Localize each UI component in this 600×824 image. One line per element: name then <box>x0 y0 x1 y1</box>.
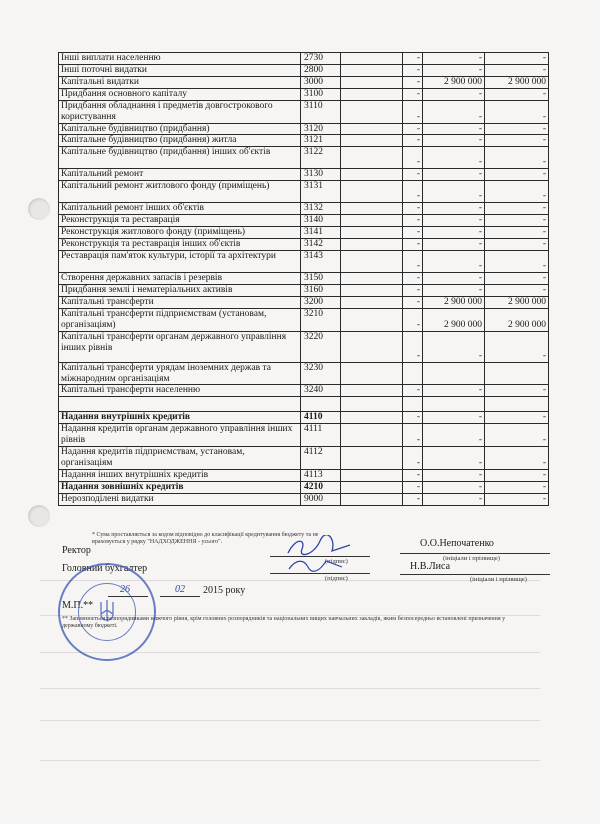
table-row <box>59 100 549 123</box>
date-month: 02 <box>175 584 185 595</box>
row-col1 <box>341 331 403 362</box>
row-col3: - <box>423 493 485 505</box>
row-code: 3000 <box>301 76 341 88</box>
table-row <box>59 215 549 227</box>
table-row <box>59 447 549 470</box>
table-row <box>59 76 549 88</box>
row-name: Реконструкція та реставрація інших об'єктів <box>59 239 301 251</box>
row-col4: - <box>485 447 549 470</box>
row-col1 <box>341 123 403 135</box>
row-col2: - <box>403 412 423 424</box>
rector-signature-caption: (підпис) <box>325 558 348 565</box>
row-col3: - <box>423 424 485 447</box>
row-col2: - <box>403 250 423 272</box>
table-row <box>59 308 549 331</box>
row-code: 3200 <box>301 296 341 308</box>
row-col4: - <box>485 481 549 493</box>
row-col1 <box>341 88 403 100</box>
row-col3: - <box>423 181 485 203</box>
row-name: Капітальний ремонт інших об'єктів <box>59 203 301 215</box>
row-col4: - <box>485 147 549 169</box>
table-row <box>59 272 549 284</box>
row-col4: - <box>485 64 549 76</box>
row-col2: - <box>403 215 423 227</box>
row-col4: - <box>485 203 549 215</box>
row-col4: - <box>485 272 549 284</box>
row-col3: - <box>423 169 485 181</box>
row-col3: - <box>423 331 485 362</box>
row-code: 3230 <box>301 362 341 385</box>
row-col3: - <box>423 412 485 424</box>
row-col4: - <box>485 424 549 447</box>
stamp-place-label: М.П.** <box>62 600 94 611</box>
punch-hole <box>28 505 50 527</box>
row-name: Реконструкція та реставрація <box>59 215 301 227</box>
table-row <box>59 203 549 215</box>
row-name: Капітальне будівництво (придбання) інших об'єктів <box>59 147 301 169</box>
row-col1 <box>341 272 403 284</box>
row-code: 3220 <box>301 331 341 362</box>
row-code: 3100 <box>301 88 341 100</box>
table-row <box>59 64 549 76</box>
row-col3: - <box>423 447 485 470</box>
table-row <box>59 493 549 505</box>
date-year: 2015 року <box>203 585 246 596</box>
row-col1 <box>341 215 403 227</box>
date-month-line <box>160 596 200 597</box>
row-code: 3122 <box>301 147 341 169</box>
row-code <box>301 397 341 412</box>
row-code: 2800 <box>301 64 341 76</box>
rector-name-caption: (ініціали і прізвище) <box>443 555 500 562</box>
row-col2: - <box>403 331 423 362</box>
row-col1 <box>341 481 403 493</box>
row-name: Капітальні видатки <box>59 76 301 88</box>
row-col4: 2 900 000 <box>485 296 549 308</box>
row-col3: - <box>423 203 485 215</box>
row-col1 <box>341 469 403 481</box>
row-code: 3132 <box>301 203 341 215</box>
row-col1 <box>341 296 403 308</box>
row-col2: - <box>403 123 423 135</box>
row-name: Капітальні трансферти <box>59 296 301 308</box>
row-col4: - <box>485 100 549 123</box>
row-code: 4111 <box>301 424 341 447</box>
row-col3: - <box>423 239 485 251</box>
row-col2 <box>403 397 423 412</box>
table-row <box>59 181 549 203</box>
row-name: Капітальні трансферти населенню <box>59 385 301 397</box>
row-name: Надання кредитів підприємствам, установам, організаціям <box>59 447 301 470</box>
row-col3: - <box>423 88 485 100</box>
row-col4: 2 900 000 <box>485 308 549 331</box>
table-row <box>59 169 549 181</box>
accountant-name: Н.В.Лиса <box>410 561 451 572</box>
row-col3: - <box>423 64 485 76</box>
row-col2: - <box>403 239 423 251</box>
row-col2: - <box>403 469 423 481</box>
row-col2: - <box>403 135 423 147</box>
row-col2: - <box>403 53 423 65</box>
row-col1 <box>341 250 403 272</box>
rector-name: О.О.Непочатенко <box>420 538 494 549</box>
rector-label: Ректор <box>62 545 91 556</box>
row-code: 3121 <box>301 135 341 147</box>
table-row <box>59 412 549 424</box>
row-col3: 2 900 000 <box>423 308 485 331</box>
row-name <box>59 397 301 412</box>
row-col4: - <box>485 181 549 203</box>
row-col3: - <box>423 481 485 493</box>
row-col1 <box>341 447 403 470</box>
row-name: Капітальне будівництво (придбання) <box>59 123 301 135</box>
row-code: 3130 <box>301 169 341 181</box>
row-col2: - <box>403 169 423 181</box>
row-col4 <box>485 397 549 412</box>
row-code: 3143 <box>301 250 341 272</box>
row-col4: - <box>485 88 549 100</box>
table-row <box>59 284 549 296</box>
table-row <box>59 227 549 239</box>
row-col3: - <box>423 385 485 397</box>
row-name: Реставрація пам'яток культури, історії та архітектури <box>59 250 301 272</box>
row-name: Нерозподілені видатки <box>59 493 301 505</box>
row-col3: - <box>423 100 485 123</box>
row-col1 <box>341 135 403 147</box>
row-col1 <box>341 239 403 251</box>
table-row <box>59 147 549 169</box>
row-col2: - <box>403 481 423 493</box>
expenditure-table <box>58 52 549 506</box>
row-col4: 2 900 000 <box>485 76 549 88</box>
row-name: Капітальні трансферти підприємствам (установам, організаціям) <box>59 308 301 331</box>
row-code: 3210 <box>301 308 341 331</box>
row-col1 <box>341 412 403 424</box>
row-col3: - <box>423 135 485 147</box>
table-row <box>59 250 549 272</box>
row-code: 3160 <box>301 284 341 296</box>
table-row <box>59 469 549 481</box>
table-row <box>59 424 549 447</box>
row-code: 9000 <box>301 493 341 505</box>
footnote-stamp: ** Заповнюється розпорядниками нижчого рівня, крім головних розпорядників та національних вищих навчальних закладів, яким безпосередньо встановлені призначення у державному бюджеті. <box>62 616 506 630</box>
row-col3: - <box>423 250 485 272</box>
row-col2: - <box>403 308 423 331</box>
row-name: Інші поточні видатки <box>59 64 301 76</box>
row-col4: - <box>485 469 549 481</box>
row-col1 <box>341 227 403 239</box>
row-col3: - <box>423 123 485 135</box>
row-col1 <box>341 100 403 123</box>
row-col2: - <box>403 227 423 239</box>
row-col1 <box>341 64 403 76</box>
row-col3: - <box>423 227 485 239</box>
date-day: 26 <box>120 584 130 595</box>
row-col4: - <box>485 53 549 65</box>
row-name: Придбання основного капіталу <box>59 88 301 100</box>
row-col4: - <box>485 493 549 505</box>
row-code: 4210 <box>301 481 341 493</box>
row-name: Інші виплати населенню <box>59 53 301 65</box>
row-col4: - <box>485 215 549 227</box>
row-col1 <box>341 308 403 331</box>
row-code: 3240 <box>301 385 341 397</box>
row-col1 <box>341 284 403 296</box>
row-name: Капітальний ремонт житлового фонду (приміщень) <box>59 181 301 203</box>
row-name: Надання зовнішніх кредитів <box>59 481 301 493</box>
row-code: 4110 <box>301 412 341 424</box>
row-name: Придбання землі і нематеріальних активів <box>59 284 301 296</box>
accountant-label: Головний бухгалтер <box>62 563 148 574</box>
table-row <box>59 397 549 412</box>
row-name: Придбання обладнання і предметів довгострокового користування <box>59 100 301 123</box>
row-col2: - <box>403 284 423 296</box>
row-name: Надання внутрішніх кредитів <box>59 412 301 424</box>
table-row <box>59 362 549 385</box>
row-name: Реконструкція житлового фонду (приміщень) <box>59 227 301 239</box>
row-col3: - <box>423 284 485 296</box>
row-col2: - <box>403 424 423 447</box>
row-col3: - <box>423 469 485 481</box>
row-col2: - <box>403 88 423 100</box>
row-col3 <box>423 397 485 412</box>
row-col1 <box>341 362 403 385</box>
row-col4: - <box>485 239 549 251</box>
row-col1 <box>341 397 403 412</box>
table-row <box>59 296 549 308</box>
table-row <box>59 239 549 251</box>
row-code: 3140 <box>301 215 341 227</box>
row-col3: 2 900 000 <box>423 296 485 308</box>
row-col2: - <box>403 493 423 505</box>
accountant-name-caption: (ініціали і прізвище) <box>470 576 527 583</box>
row-name: Капітальне будівництво (придбання) житла <box>59 135 301 147</box>
row-name: Створення державних запасів і резервів <box>59 272 301 284</box>
accountant-signature <box>286 555 346 575</box>
row-col1 <box>341 181 403 203</box>
row-code: 3142 <box>301 239 341 251</box>
row-col1 <box>341 203 403 215</box>
table-row <box>59 88 549 100</box>
row-col4: - <box>485 227 549 239</box>
row-col2: - <box>403 385 423 397</box>
row-col2: - <box>403 272 423 284</box>
row-col2: - <box>403 447 423 470</box>
row-code: 4112 <box>301 447 341 470</box>
row-name: Капітальні трансферти урядам іноземних держав та міжнародним організаціям <box>59 362 301 385</box>
table-row <box>59 385 549 397</box>
rector-name-line <box>400 553 550 554</box>
row-col1 <box>341 169 403 181</box>
row-name: Надання кредитів органам державного управління інших рівнів <box>59 424 301 447</box>
table-row <box>59 53 549 65</box>
table-row <box>59 331 549 362</box>
row-col4: - <box>485 385 549 397</box>
row-col2: - <box>403 296 423 308</box>
row-col4: - <box>485 250 549 272</box>
row-col1 <box>341 424 403 447</box>
row-col4: - <box>485 135 549 147</box>
row-col1 <box>341 493 403 505</box>
row-col1 <box>341 385 403 397</box>
row-col4: - <box>485 412 549 424</box>
row-col2: - <box>403 147 423 169</box>
row-col2: - <box>403 181 423 203</box>
accountant-signature-caption: (підпис) <box>325 575 348 582</box>
row-col1 <box>341 147 403 169</box>
row-code: 3141 <box>301 227 341 239</box>
row-col2: - <box>403 64 423 76</box>
punch-hole <box>28 198 50 220</box>
row-col3: - <box>423 53 485 65</box>
row-col4 <box>485 362 549 385</box>
row-col2: - <box>403 100 423 123</box>
row-code: 2730 <box>301 53 341 65</box>
row-name: Надання інших внутрішніх кредитів <box>59 469 301 481</box>
official-stamp <box>58 563 156 661</box>
accountant-name-line <box>400 574 550 575</box>
row-code: 3110 <box>301 100 341 123</box>
row-code: 3131 <box>301 181 341 203</box>
row-col3: - <box>423 147 485 169</box>
row-code: 3120 <box>301 123 341 135</box>
row-col2 <box>403 362 423 385</box>
row-code: 4113 <box>301 469 341 481</box>
table-row <box>59 135 549 147</box>
row-col1 <box>341 76 403 88</box>
row-col4: - <box>485 123 549 135</box>
table-row <box>59 123 549 135</box>
row-name: Капітальний ремонт <box>59 169 301 181</box>
row-col4: - <box>485 284 549 296</box>
row-col3: - <box>423 272 485 284</box>
footnote-credit: * Сума проставляється за кодом відповідно до класифікації кредитування бюджету та не враховується у рядку "НАДХОДЖЕННЯ - усього". <box>92 532 319 546</box>
row-col4: - <box>485 331 549 362</box>
row-col3: 2 900 000 <box>423 76 485 88</box>
row-col1 <box>341 53 403 65</box>
table-row <box>59 481 549 493</box>
row-code: 3150 <box>301 272 341 284</box>
row-name: Капітальні трансферти органам державного управління інших рівнів <box>59 331 301 362</box>
row-col2: - <box>403 76 423 88</box>
row-col3: - <box>423 215 485 227</box>
row-col2: - <box>403 203 423 215</box>
row-col3 <box>423 362 485 385</box>
row-col4: - <box>485 169 549 181</box>
